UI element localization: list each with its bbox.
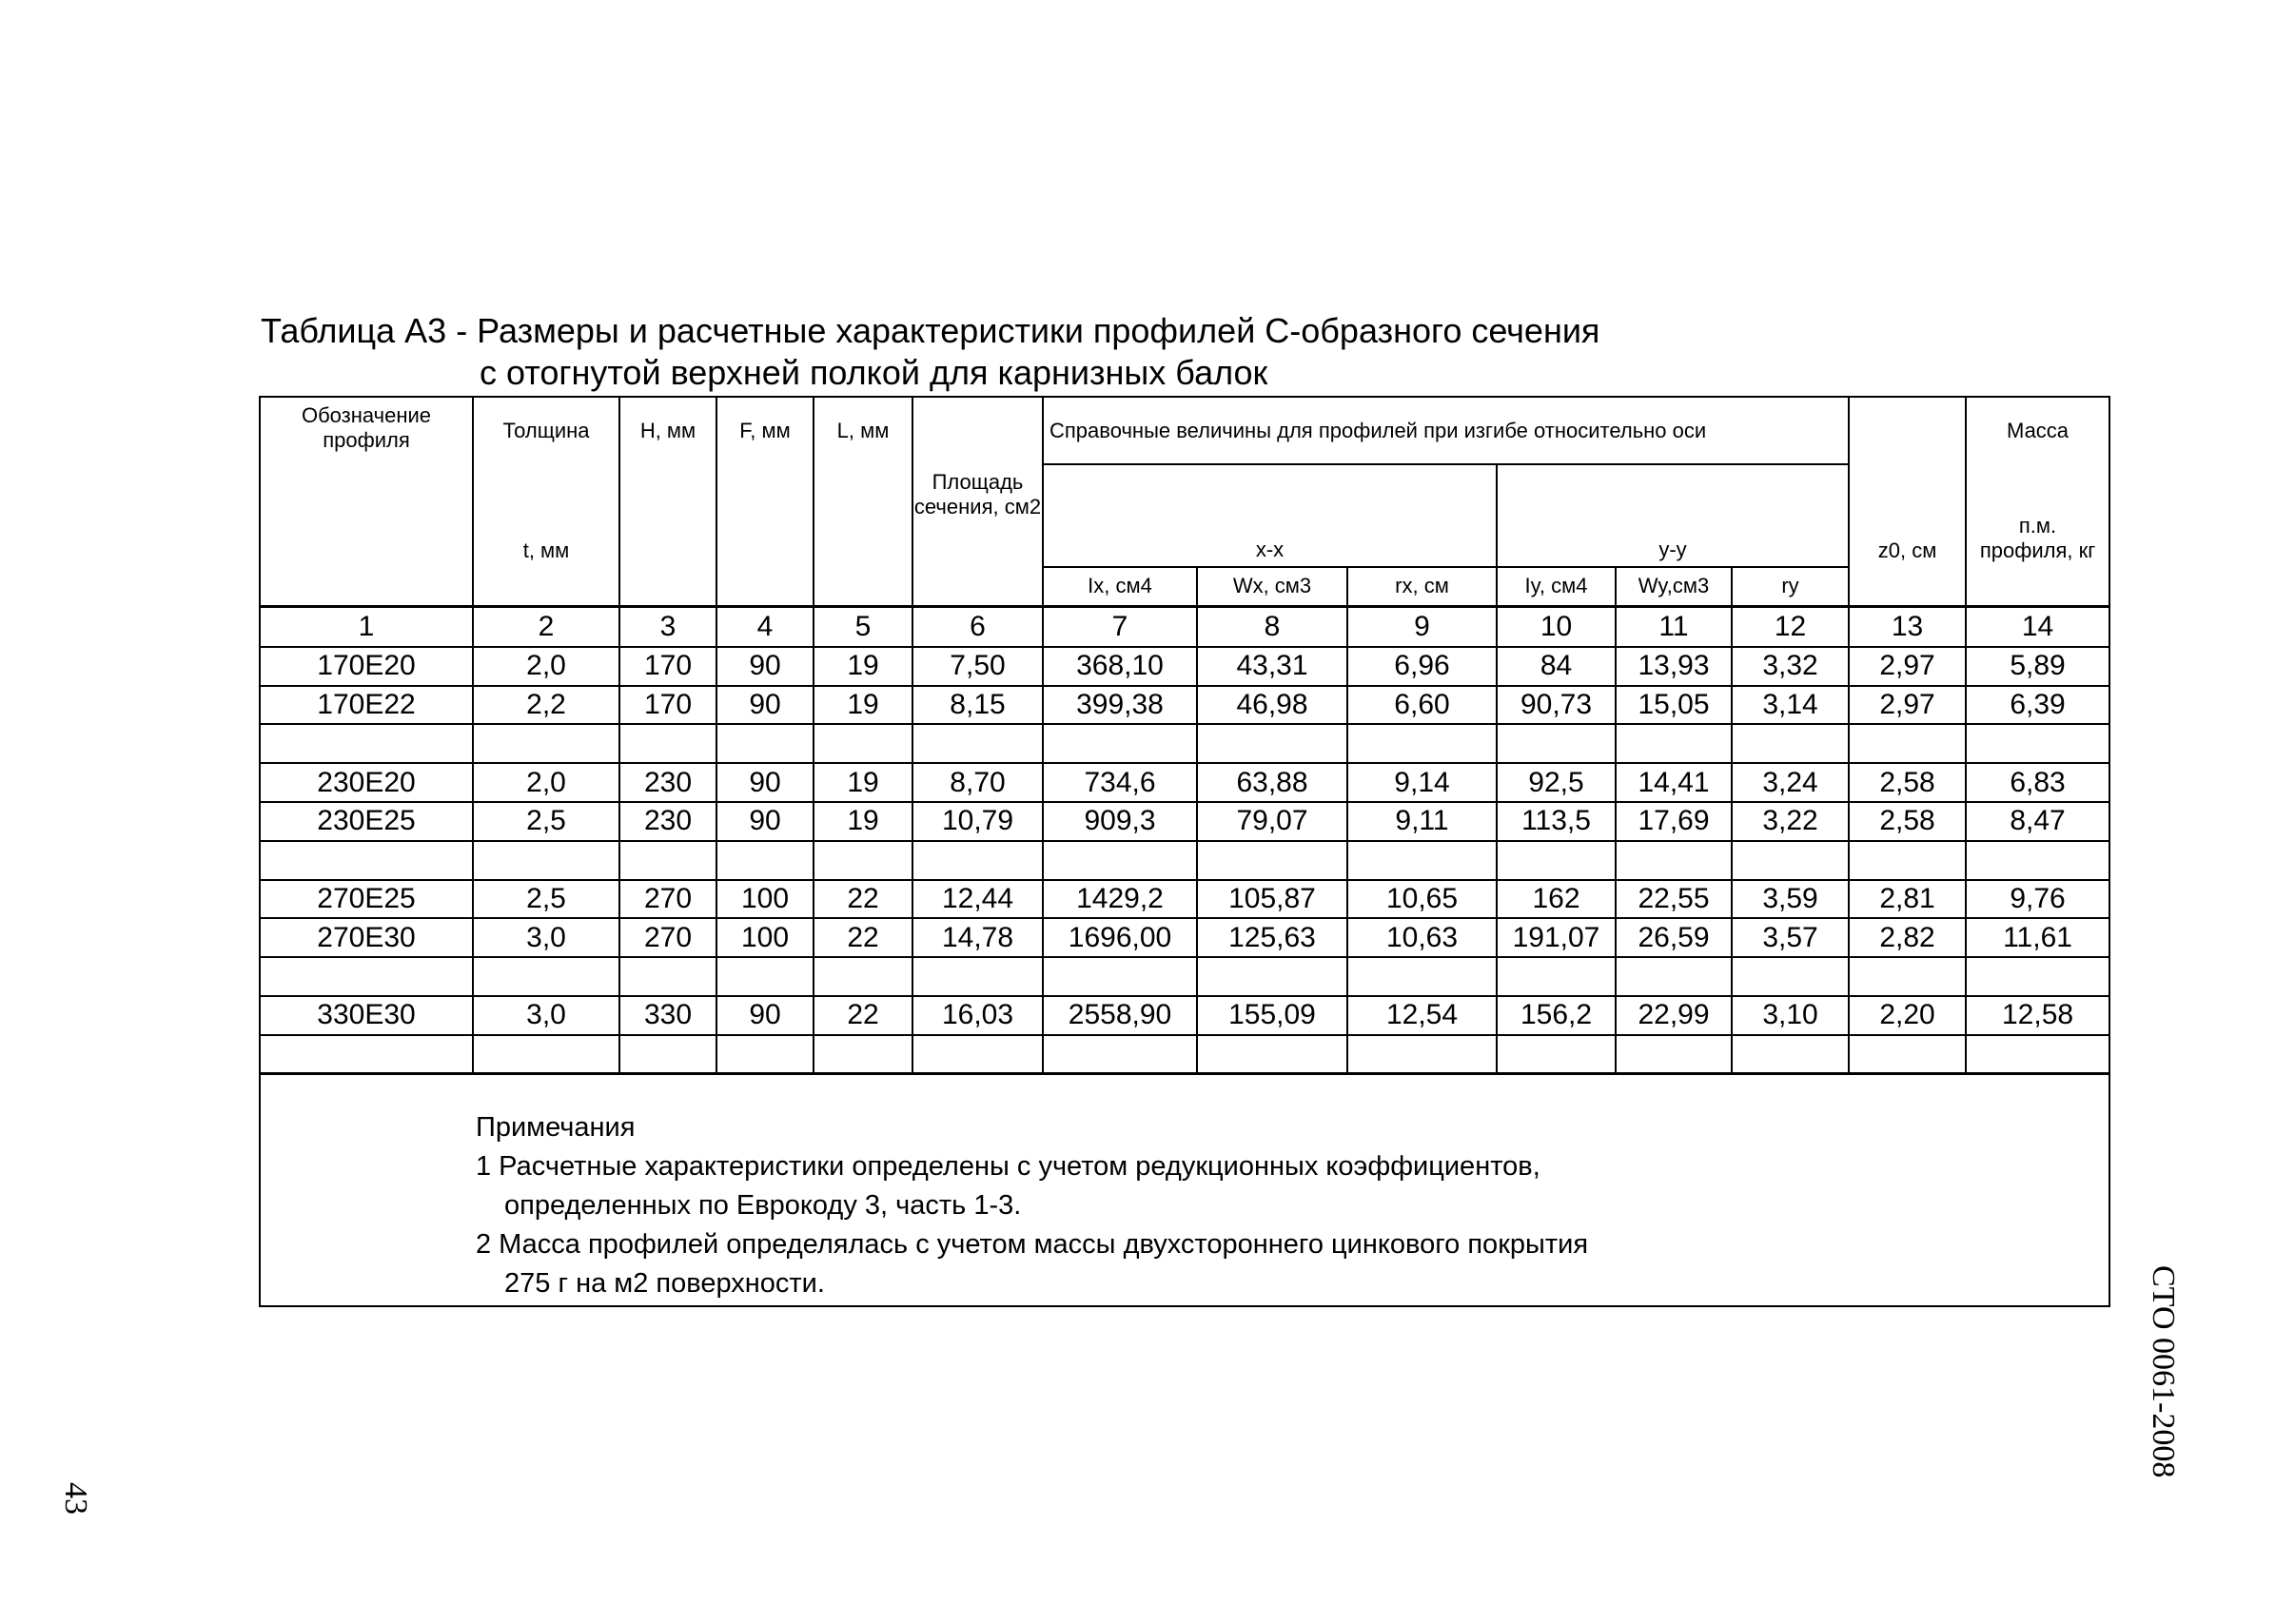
header-ix: Ix, см4 <box>1043 567 1197 606</box>
col-number: 3 <box>619 606 716 647</box>
table-cell: 113,5 <box>1497 802 1616 841</box>
header-iy: Iy, см4 <box>1497 567 1616 606</box>
table-cell: 8,47 <box>1966 802 2109 841</box>
table-cell <box>1966 724 2109 763</box>
table-cell <box>1347 1035 1497 1074</box>
header-mass-line3: профиля, кг <box>1979 538 2096 563</box>
header-f-end <box>716 567 814 606</box>
col-number: 12 <box>1732 606 1849 647</box>
header-ry: ry <box>1732 567 1849 606</box>
table-cell <box>1347 957 1497 996</box>
header-thickness-cont <box>473 567 619 606</box>
table-cell <box>1497 724 1616 763</box>
table-cell <box>716 841 814 880</box>
table-row <box>260 918 2109 957</box>
header-designation-cont <box>260 567 473 606</box>
table-cell: 10,63 <box>1347 918 1497 957</box>
header-z0: z0, см <box>1849 464 1966 567</box>
table-cell: 12,54 <box>1347 996 1497 1035</box>
header-designation <box>260 397 473 567</box>
table-cell: 90,73 <box>1497 686 1616 725</box>
table-cell: 10,79 <box>912 802 1043 841</box>
table-cell <box>912 1035 1043 1074</box>
table-cell: 162 <box>1497 880 1616 919</box>
table-cell: 9,11 <box>1347 802 1497 841</box>
profile-designation <box>260 957 473 996</box>
table-cell: 155,09 <box>1197 996 1347 1035</box>
header-wx: Wx, см3 <box>1197 567 1347 606</box>
col-number: 10 <box>1497 606 1616 647</box>
profile-designation <box>260 841 473 880</box>
table-cell: 399,38 <box>1043 686 1197 725</box>
table-cell: 1696,00 <box>1043 918 1197 957</box>
header-mass-unit <box>1966 464 2109 567</box>
table-cell: 10,65 <box>1347 880 1497 919</box>
table-cell <box>814 841 912 880</box>
table-cell: 22 <box>814 996 912 1035</box>
table-cell <box>1197 724 1347 763</box>
profile-designation: 270E25 <box>260 880 473 919</box>
header-h-cont <box>619 464 716 567</box>
table-cell: 2,97 <box>1849 647 1966 686</box>
table-cell: 17,69 <box>1616 802 1732 841</box>
header-l-cont <box>814 464 912 567</box>
header-area-top <box>912 397 1043 464</box>
profile-designation: 170E20 <box>260 647 473 686</box>
table-cell <box>1347 724 1497 763</box>
table-cell <box>1043 724 1197 763</box>
table-cell: 2558,90 <box>1043 996 1197 1035</box>
header-h: H, мм <box>619 397 716 464</box>
note-1-cont: определенных по Еврокоду 3, часть 1-3. <box>504 1190 1022 1221</box>
notes-heading: Примечания <box>476 1112 636 1143</box>
header-mass-line2: п.м. <box>2018 514 2057 538</box>
table-body <box>260 647 2109 1073</box>
table-cell <box>814 957 912 996</box>
table-cell <box>1197 841 1347 880</box>
table-cell: 9,14 <box>1347 763 1497 802</box>
table-cell <box>473 841 619 880</box>
table-row <box>260 957 2109 996</box>
header-z0-end <box>1849 567 1966 606</box>
table-cell: 13,93 <box>1616 647 1732 686</box>
profile-designation: 230E20 <box>260 763 473 802</box>
table-cell: 125,63 <box>1197 918 1347 957</box>
table-cell <box>1849 841 1966 880</box>
header-thickness: Толщина <box>473 397 619 464</box>
table-cell <box>1043 957 1197 996</box>
col-number: 8 <box>1197 606 1347 647</box>
profile-designation: 170E22 <box>260 686 473 725</box>
table-cell: 3,22 <box>1732 802 1849 841</box>
table-cell: 2,58 <box>1849 802 1966 841</box>
table-cell: 2,5 <box>473 802 619 841</box>
header-wy: Wy,см3 <box>1616 567 1732 606</box>
table-cell: 26,59 <box>1616 918 1732 957</box>
table-cell <box>1732 724 1849 763</box>
table-cell <box>1849 957 1966 996</box>
col-number: 14 <box>1966 606 2109 647</box>
table-cell: 11,61 <box>1966 918 2109 957</box>
header-area-end <box>912 567 1043 606</box>
table-cell <box>1616 724 1732 763</box>
table-cell <box>912 957 1043 996</box>
table-cell: 15,05 <box>1616 686 1732 725</box>
table-cell <box>1497 1035 1616 1074</box>
header-h-end <box>619 567 716 606</box>
table-cell <box>1616 957 1732 996</box>
profile-designation: 330E30 <box>260 996 473 1035</box>
table-cell: 2,20 <box>1849 996 1966 1035</box>
table-row <box>260 724 2109 763</box>
table-cell: 100 <box>716 880 814 919</box>
table-cell: 90 <box>716 802 814 841</box>
header-rx: rx, см <box>1347 567 1497 606</box>
table-cell: 3,0 <box>473 918 619 957</box>
table-cell <box>1849 1035 1966 1074</box>
table-cell: 2,81 <box>1849 880 1966 919</box>
table-cell: 3,59 <box>1732 880 1849 919</box>
table-cell <box>619 1035 716 1074</box>
table-cell: 90 <box>716 647 814 686</box>
table-row <box>260 647 2109 686</box>
table-cell <box>814 1035 912 1074</box>
table-cell: 1429,2 <box>1043 880 1197 919</box>
table-cell: 8,15 <box>912 686 1043 725</box>
page-number: 43 <box>58 1482 93 1515</box>
table-cell: 14,78 <box>912 918 1043 957</box>
table-title-line2: с отогнутой верхней полкой для карнизных балок <box>480 353 1268 392</box>
table-cell: 2,2 <box>473 686 619 725</box>
table-cell: 6,96 <box>1347 647 1497 686</box>
table-cell <box>473 957 619 996</box>
col-number: 7 <box>1043 606 1197 647</box>
table-cell: 14,41 <box>1616 763 1732 802</box>
table-cell: 90 <box>716 763 814 802</box>
col-number: 6 <box>912 606 1043 647</box>
table-cell: 90 <box>716 996 814 1035</box>
table-cell: 19 <box>814 763 912 802</box>
table-cell: 6,83 <box>1966 763 2109 802</box>
table-cell <box>1197 1035 1347 1074</box>
table-cell: 12,58 <box>1966 996 2109 1035</box>
table-cell <box>473 1035 619 1074</box>
note-1: 1 Расчетные характеристики определены с учетом редукционных коэффициентов, <box>476 1151 1540 1182</box>
header-xx: x-x <box>1043 464 1497 567</box>
table-cell: 3,0 <box>473 996 619 1035</box>
table-cell <box>619 841 716 880</box>
table-cell: 6,39 <box>1966 686 2109 725</box>
table-cell <box>473 724 619 763</box>
table-cell: 43,31 <box>1197 647 1347 686</box>
table-cell: 84 <box>1497 647 1616 686</box>
header-reference: Справочные величины для профилей при изгибе относительно оси <box>1043 397 1849 464</box>
header-l: L, мм <box>814 397 912 464</box>
table-cell: 46,98 <box>1197 686 1347 725</box>
table-row <box>260 1035 2109 1074</box>
table-row <box>260 763 2109 802</box>
table-cell <box>716 957 814 996</box>
table-cell: 2,0 <box>473 647 619 686</box>
table-cell: 90 <box>716 686 814 725</box>
profile-designation: 270E30 <box>260 918 473 957</box>
table-cell <box>1732 841 1849 880</box>
note-2-cont: 275 г на м2 поверхности. <box>504 1268 825 1299</box>
table-cell: 19 <box>814 802 912 841</box>
table-cell: 2,97 <box>1849 686 1966 725</box>
table-cell: 230 <box>619 763 716 802</box>
table-cell: 3,32 <box>1732 647 1849 686</box>
table-cell <box>1043 841 1197 880</box>
table-cell <box>1966 1035 2109 1074</box>
table-cell <box>619 957 716 996</box>
table-cell <box>912 841 1043 880</box>
table-cell: 2,58 <box>1849 763 1966 802</box>
col-number: 2 <box>473 606 619 647</box>
document-code: СТО 0061-2008 <box>2146 1265 2181 1478</box>
header-l-end <box>814 567 912 606</box>
table-cell <box>1347 841 1497 880</box>
table-cell: 100 <box>716 918 814 957</box>
table-cell: 3,24 <box>1732 763 1849 802</box>
table-cell: 9,76 <box>1966 880 2109 919</box>
table-cell <box>912 724 1043 763</box>
col-number: 4 <box>716 606 814 647</box>
profile-designation: 230E25 <box>260 802 473 841</box>
table-cell: 170 <box>619 686 716 725</box>
table-cell <box>814 724 912 763</box>
table-row <box>260 880 2109 919</box>
header-area: Площадь сечения, см2 <box>912 464 1043 567</box>
table-cell: 19 <box>814 686 912 725</box>
table-cell <box>1732 957 1849 996</box>
notes <box>260 1073 2109 1306</box>
table-cell <box>1497 957 1616 996</box>
table-cell: 734,6 <box>1043 763 1197 802</box>
table-cell <box>1966 841 2109 880</box>
header-mass-end <box>1966 567 2109 606</box>
col-number: 5 <box>814 606 912 647</box>
header-designation-line2: профиля <box>323 428 410 452</box>
table-cell: 19 <box>814 647 912 686</box>
col-number: 1 <box>260 606 473 647</box>
col-number: 9 <box>1347 606 1497 647</box>
table-cell: 170 <box>619 647 716 686</box>
header-f-cont <box>716 464 814 567</box>
table-cell: 22,55 <box>1616 880 1732 919</box>
table-title <box>261 310 1599 394</box>
table-cell: 270 <box>619 918 716 957</box>
table-row <box>260 802 2109 841</box>
table-cell: 8,70 <box>912 763 1043 802</box>
table-cell: 5,89 <box>1966 647 2109 686</box>
header-designation-line1: Обозначение <box>301 403 432 427</box>
table-cell: 368,10 <box>1043 647 1197 686</box>
table-cell <box>1732 1035 1849 1074</box>
table-row <box>260 686 2109 725</box>
table-row <box>260 996 2109 1035</box>
table-cell: 3,57 <box>1732 918 1849 957</box>
table-cell <box>1616 841 1732 880</box>
table-cell: 63,88 <box>1197 763 1347 802</box>
table-cell: 105,87 <box>1197 880 1347 919</box>
note-2: 2 Масса профилей определялась с учетом массы двухстороннего цинкового покрытия <box>476 1229 1589 1260</box>
table-cell <box>1043 1035 1197 1074</box>
table-cell: 3,14 <box>1732 686 1849 725</box>
table-cell <box>1966 957 2109 996</box>
table-cell: 79,07 <box>1197 802 1347 841</box>
table-cell <box>619 724 716 763</box>
table-cell: 230 <box>619 802 716 841</box>
table-title-line1: Таблица А3 - Размеры и расчетные характеристики профилей С-образного сечения <box>261 311 1600 350</box>
table-cell: 22 <box>814 918 912 957</box>
header-z0-top <box>1849 397 1966 464</box>
table-cell: 2,5 <box>473 880 619 919</box>
table-cell: 909,3 <box>1043 802 1197 841</box>
table-cell <box>1849 724 1966 763</box>
header-thickness-unit: t, мм <box>473 464 619 567</box>
table-cell: 156,2 <box>1497 996 1616 1035</box>
table-cell <box>716 724 814 763</box>
table-row <box>260 841 2109 880</box>
table-cell: 16,03 <box>912 996 1043 1035</box>
table-cell: 270 <box>619 880 716 919</box>
table-cell <box>716 1035 814 1074</box>
table-cell: 22 <box>814 880 912 919</box>
table-cell <box>1497 841 1616 880</box>
col-number: 13 <box>1849 606 1966 647</box>
profile-designation <box>260 1035 473 1074</box>
header-mass: Масса <box>1966 397 2109 464</box>
header-f: F, мм <box>716 397 814 464</box>
col-number: 11 <box>1616 606 1732 647</box>
table-cell: 7,50 <box>912 647 1043 686</box>
table-cell: 12,44 <box>912 880 1043 919</box>
table-cell: 22,99 <box>1616 996 1732 1035</box>
header-yy: y-y <box>1497 464 1849 567</box>
table-cell: 92,5 <box>1497 763 1616 802</box>
table-cell: 191,07 <box>1497 918 1616 957</box>
table-cell: 330 <box>619 996 716 1035</box>
table-cell: 6,60 <box>1347 686 1497 725</box>
profiles-table <box>259 396 2110 1307</box>
table-cell: 2,82 <box>1849 918 1966 957</box>
profile-designation <box>260 724 473 763</box>
table-cell: 3,10 <box>1732 996 1849 1035</box>
table-cell: 2,0 <box>473 763 619 802</box>
table-cell <box>1616 1035 1732 1074</box>
table-cell <box>1197 957 1347 996</box>
